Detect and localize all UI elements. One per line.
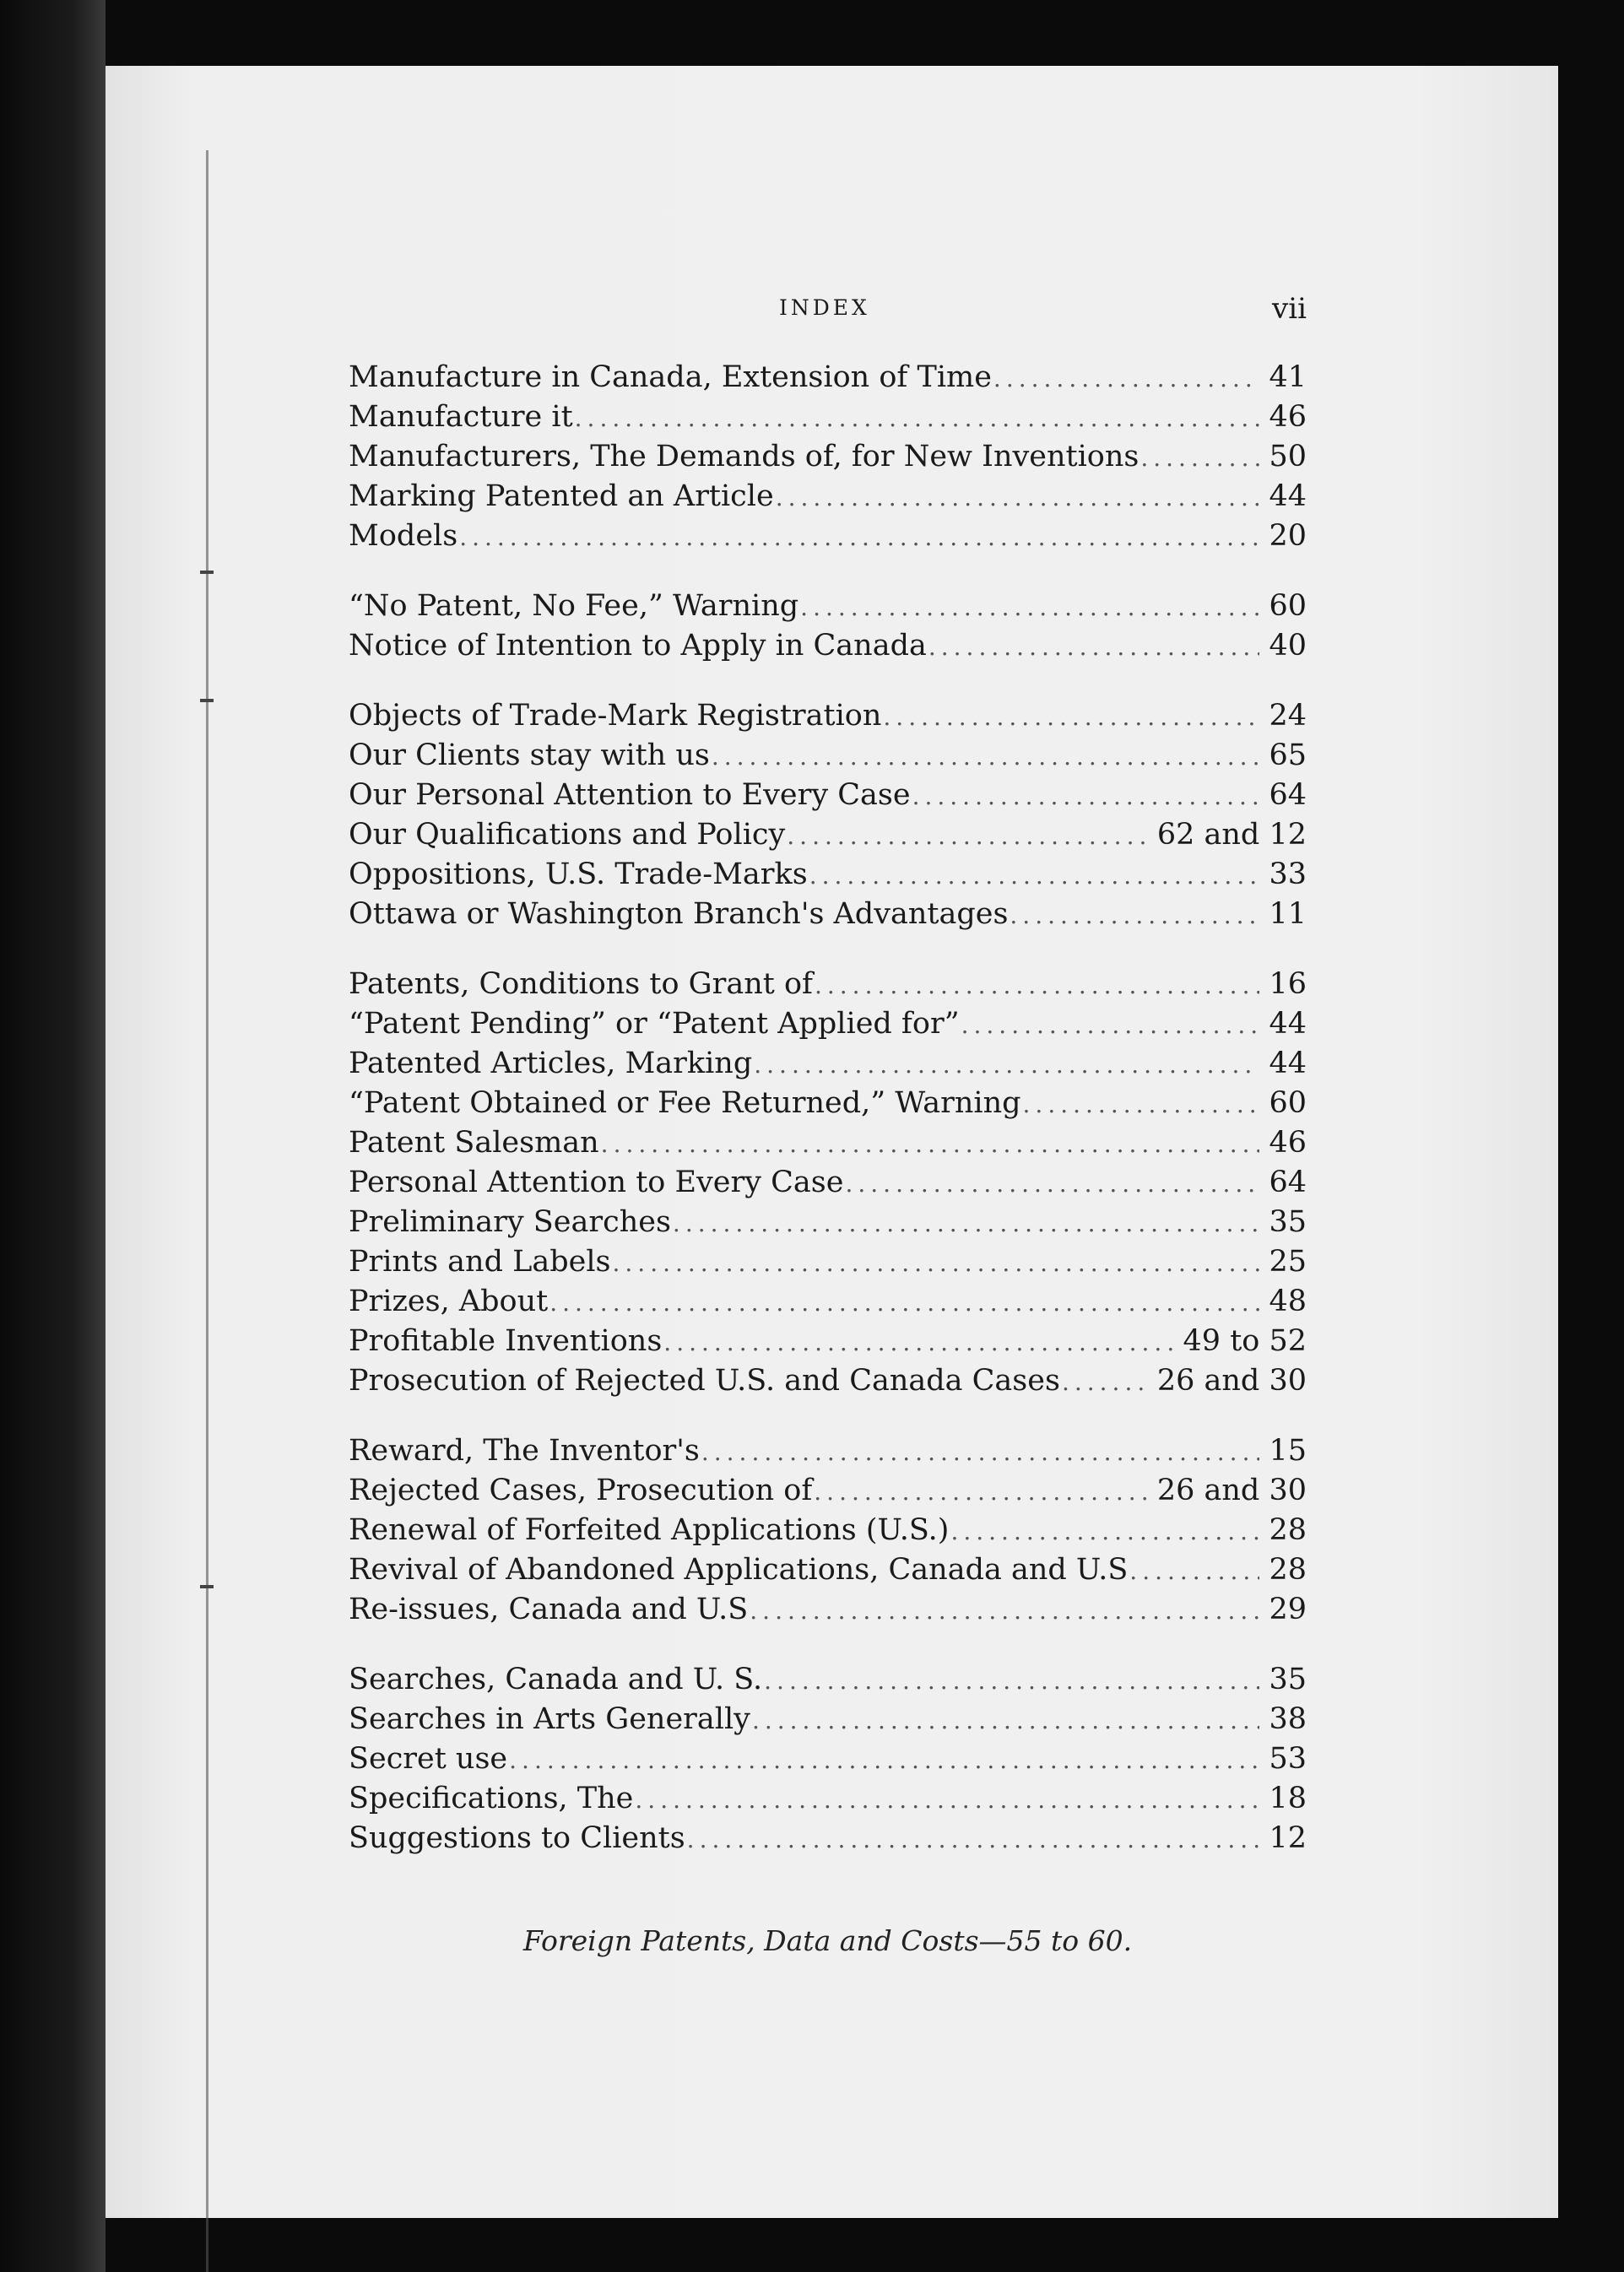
index-entry-page: 40 — [1269, 629, 1307, 663]
scan-border-top — [0, 0, 1624, 66]
index-entry-page: 33 — [1269, 857, 1307, 891]
index-entry-page: 28 — [1269, 1513, 1307, 1547]
index-entry-label: Specifications, The — [349, 1782, 634, 1815]
index-entry-page: 24 — [1269, 699, 1307, 733]
index-entry-page: 48 — [1269, 1285, 1307, 1318]
index-entry-label: Objects of Trade-Mark Registration — [349, 699, 882, 733]
index-entry-page: 44 — [1269, 1007, 1307, 1041]
index-entry — [349, 1660, 1307, 1700]
index-entry — [349, 1590, 1307, 1630]
dot-leader — [776, 478, 1259, 517]
dot-leader — [1062, 1362, 1152, 1402]
dot-leader — [673, 1204, 1259, 1243]
dot-leader — [950, 1512, 1259, 1551]
index-entry — [349, 1044, 1307, 1084]
index-entry-label: Our Personal Attention to Every Case — [349, 778, 911, 812]
index-entry-label: Preliminary Searches — [349, 1205, 671, 1239]
binding-tick-mark — [200, 571, 214, 574]
dot-leader — [928, 627, 1259, 667]
dot-leader — [752, 1701, 1259, 1740]
index-entry-label: Profitable Inventions — [349, 1324, 663, 1358]
index-entry-label: Searches, Canada and U. S. — [349, 1663, 763, 1696]
dot-leader — [815, 966, 1259, 1005]
index-entry-label: Our Qualifications and Policy — [349, 818, 786, 852]
scan-border-bottom — [0, 2218, 1624, 2272]
dot-leader — [1023, 1085, 1259, 1124]
index-entry-page: 16 — [1269, 967, 1307, 1001]
index-entry-page: 26 and 30 — [1156, 1364, 1307, 1398]
index-entry-label: Manufacturers, The Demands of, for New Inventions — [349, 440, 1140, 473]
dot-leader — [912, 776, 1259, 816]
index-entry-page: 50 — [1269, 440, 1307, 473]
dot-leader — [1010, 895, 1259, 935]
index-entry-page: 38 — [1269, 1702, 1307, 1736]
index-entry-label: Re-issues, Canada and U.S — [349, 1593, 749, 1626]
index-entry-label: Patents, Conditions to Grant of — [349, 967, 813, 1001]
dot-leader — [635, 1780, 1259, 1820]
index-entry — [349, 1361, 1307, 1401]
dot-leader — [809, 856, 1259, 895]
index-entry-page: 46 — [1269, 1126, 1307, 1160]
dot-leader — [1129, 1551, 1259, 1591]
index-list — [349, 358, 1307, 1858]
index-entry-page: 62 and 12 — [1156, 818, 1307, 852]
index-entry — [349, 1700, 1307, 1739]
index-entry-page: 12 — [1269, 1821, 1307, 1855]
dot-leader — [549, 1283, 1259, 1323]
index-entry-label: Rejected Cases, Prosecution of — [349, 1474, 813, 1507]
index-entry — [349, 1322, 1307, 1361]
index-entry — [349, 1471, 1307, 1511]
index-entry — [349, 1004, 1307, 1044]
index-entry-label: “No Patent, No Fee,” Warning — [349, 589, 799, 623]
index-entry-page: 44 — [1269, 1047, 1307, 1080]
page-header — [349, 292, 1307, 329]
dot-leader — [459, 517, 1259, 557]
dot-leader — [883, 697, 1259, 737]
index-entry — [349, 437, 1307, 477]
index-heading: INDEX — [779, 295, 870, 320]
index-entry — [349, 736, 1307, 776]
index-entry-page: 18 — [1269, 1782, 1307, 1815]
index-entry — [349, 1163, 1307, 1203]
index-group — [349, 358, 1307, 556]
dot-leader — [993, 359, 1259, 398]
dot-leader — [800, 587, 1259, 627]
index-entry-page: 60 — [1269, 1086, 1307, 1120]
dot-leader — [575, 398, 1259, 438]
footer-note: Foreign Patents, Data and Costs—55 to 60. — [522, 1924, 1133, 1957]
index-entry-label: Our Clients stay with us — [349, 738, 710, 772]
dot-leader — [509, 1740, 1259, 1780]
index-entry — [349, 1203, 1307, 1242]
dot-leader — [754, 1045, 1259, 1085]
index-group — [349, 965, 1307, 1401]
index-entry-page: 53 — [1269, 1742, 1307, 1776]
index-entry-label: Renewal of Forfeited Applications (U.S.) — [349, 1513, 950, 1547]
index-entry-label: Searches in Arts Generally — [349, 1702, 750, 1736]
index-group — [349, 1660, 1307, 1858]
dot-leader — [663, 1323, 1177, 1362]
dot-leader — [601, 1124, 1259, 1164]
index-entry-label: Secret use — [349, 1742, 508, 1776]
index-entry-label: “Patent Pending” or “Patent Applied for” — [349, 1007, 960, 1041]
index-entry-label: Manufacture it — [349, 400, 573, 434]
index-group — [349, 696, 1307, 934]
index-entry — [349, 855, 1307, 895]
index-entry-label: Revival of Abandoned Applications, Canada and U.S — [349, 1553, 1129, 1587]
index-entry-page: 20 — [1269, 519, 1307, 553]
page-binding-edge — [206, 150, 208, 2272]
index-entry — [349, 587, 1307, 626]
index-entry — [349, 965, 1307, 1004]
index-entry — [349, 1282, 1307, 1322]
dot-leader — [701, 1432, 1259, 1472]
index-entry — [349, 1819, 1307, 1858]
dot-leader — [845, 1164, 1259, 1204]
index-entry-label: Oppositions, U.S. Trade-Marks — [349, 857, 808, 891]
index-entry-page: 28 — [1269, 1553, 1307, 1587]
dot-leader — [750, 1591, 1259, 1631]
binding-tick-mark — [200, 1585, 214, 1588]
index-entry — [349, 1084, 1307, 1123]
index-entry-page: 49 to 52 — [1183, 1324, 1307, 1358]
index-entry-page: 65 — [1269, 738, 1307, 772]
index-entry-page: 35 — [1269, 1205, 1307, 1239]
index-entry — [349, 1431, 1307, 1471]
page-number: vii — [1272, 292, 1307, 326]
index-entry-label: Patented Articles, Marking — [349, 1047, 753, 1080]
index-entry-page: 15 — [1269, 1434, 1307, 1468]
index-entry-page: 29 — [1269, 1593, 1307, 1626]
index-entry — [349, 626, 1307, 666]
index-entry — [349, 398, 1307, 437]
index-entry — [349, 1779, 1307, 1819]
index-entry — [349, 1511, 1307, 1550]
index-entry — [349, 477, 1307, 517]
index-entry-page: 64 — [1269, 1166, 1307, 1199]
index-entry — [349, 1242, 1307, 1282]
index-entry-page: 64 — [1269, 778, 1307, 812]
scan-border-left — [0, 0, 106, 2272]
scan-border-right — [1558, 0, 1624, 2272]
index-entry-page: 25 — [1269, 1245, 1307, 1279]
index-entry-label: Reward, The Inventor's — [349, 1434, 700, 1468]
index-group — [349, 587, 1307, 666]
dot-leader — [687, 1820, 1259, 1859]
index-entry-label: Prizes, About — [349, 1285, 549, 1318]
index-entry-label: Personal Attention to Every Case — [349, 1166, 844, 1199]
dot-leader — [814, 1472, 1152, 1512]
index-entry-page: 35 — [1269, 1663, 1307, 1696]
index-entry — [349, 696, 1307, 736]
index-entry-label: Notice of Intention to Apply in Canada — [349, 629, 927, 663]
index-entry-page: 60 — [1269, 589, 1307, 623]
index-entry — [349, 1739, 1307, 1779]
binding-tick-mark — [200, 699, 214, 702]
dot-leader — [712, 737, 1259, 776]
index-entry-label: Manufacture in Canada, Extension of Time — [349, 360, 992, 394]
index-entry-label: Prints and Labels — [349, 1245, 611, 1279]
index-entry — [349, 1123, 1307, 1163]
dot-leader — [1140, 438, 1259, 478]
index-entry — [349, 895, 1307, 934]
index-entry-page: 26 and 30 — [1156, 1474, 1307, 1507]
index-entry-label: Suggestions to Clients — [349, 1821, 685, 1855]
index-entry-label: “Patent Obtained or Fee Returned,” Warning — [349, 1086, 1021, 1120]
dot-leader — [787, 816, 1152, 856]
index-group — [349, 1431, 1307, 1630]
index-entry-page: 11 — [1269, 897, 1307, 931]
dot-leader — [961, 1005, 1259, 1045]
index-entry — [349, 1550, 1307, 1590]
index-entry — [349, 517, 1307, 556]
index-entry-label: Models — [349, 519, 458, 553]
index-entry-page: 46 — [1269, 400, 1307, 434]
index-entry-label: Prosecution of Rejected U.S. and Canada Cases — [349, 1364, 1060, 1398]
index-entry-label: Patent Salesman — [349, 1126, 599, 1160]
index-entry — [349, 815, 1307, 855]
index-entry-page: 41 — [1269, 360, 1307, 394]
index-entry — [349, 776, 1307, 815]
index-entry-page: 44 — [1269, 479, 1307, 513]
index-entry-label: Ottawa or Washington Branch's Advantages — [349, 897, 1009, 931]
dot-leader — [613, 1243, 1260, 1283]
index-entry-label: Marking Patented an Article — [349, 479, 774, 513]
index-entry — [349, 358, 1307, 398]
dot-leader — [764, 1661, 1259, 1701]
